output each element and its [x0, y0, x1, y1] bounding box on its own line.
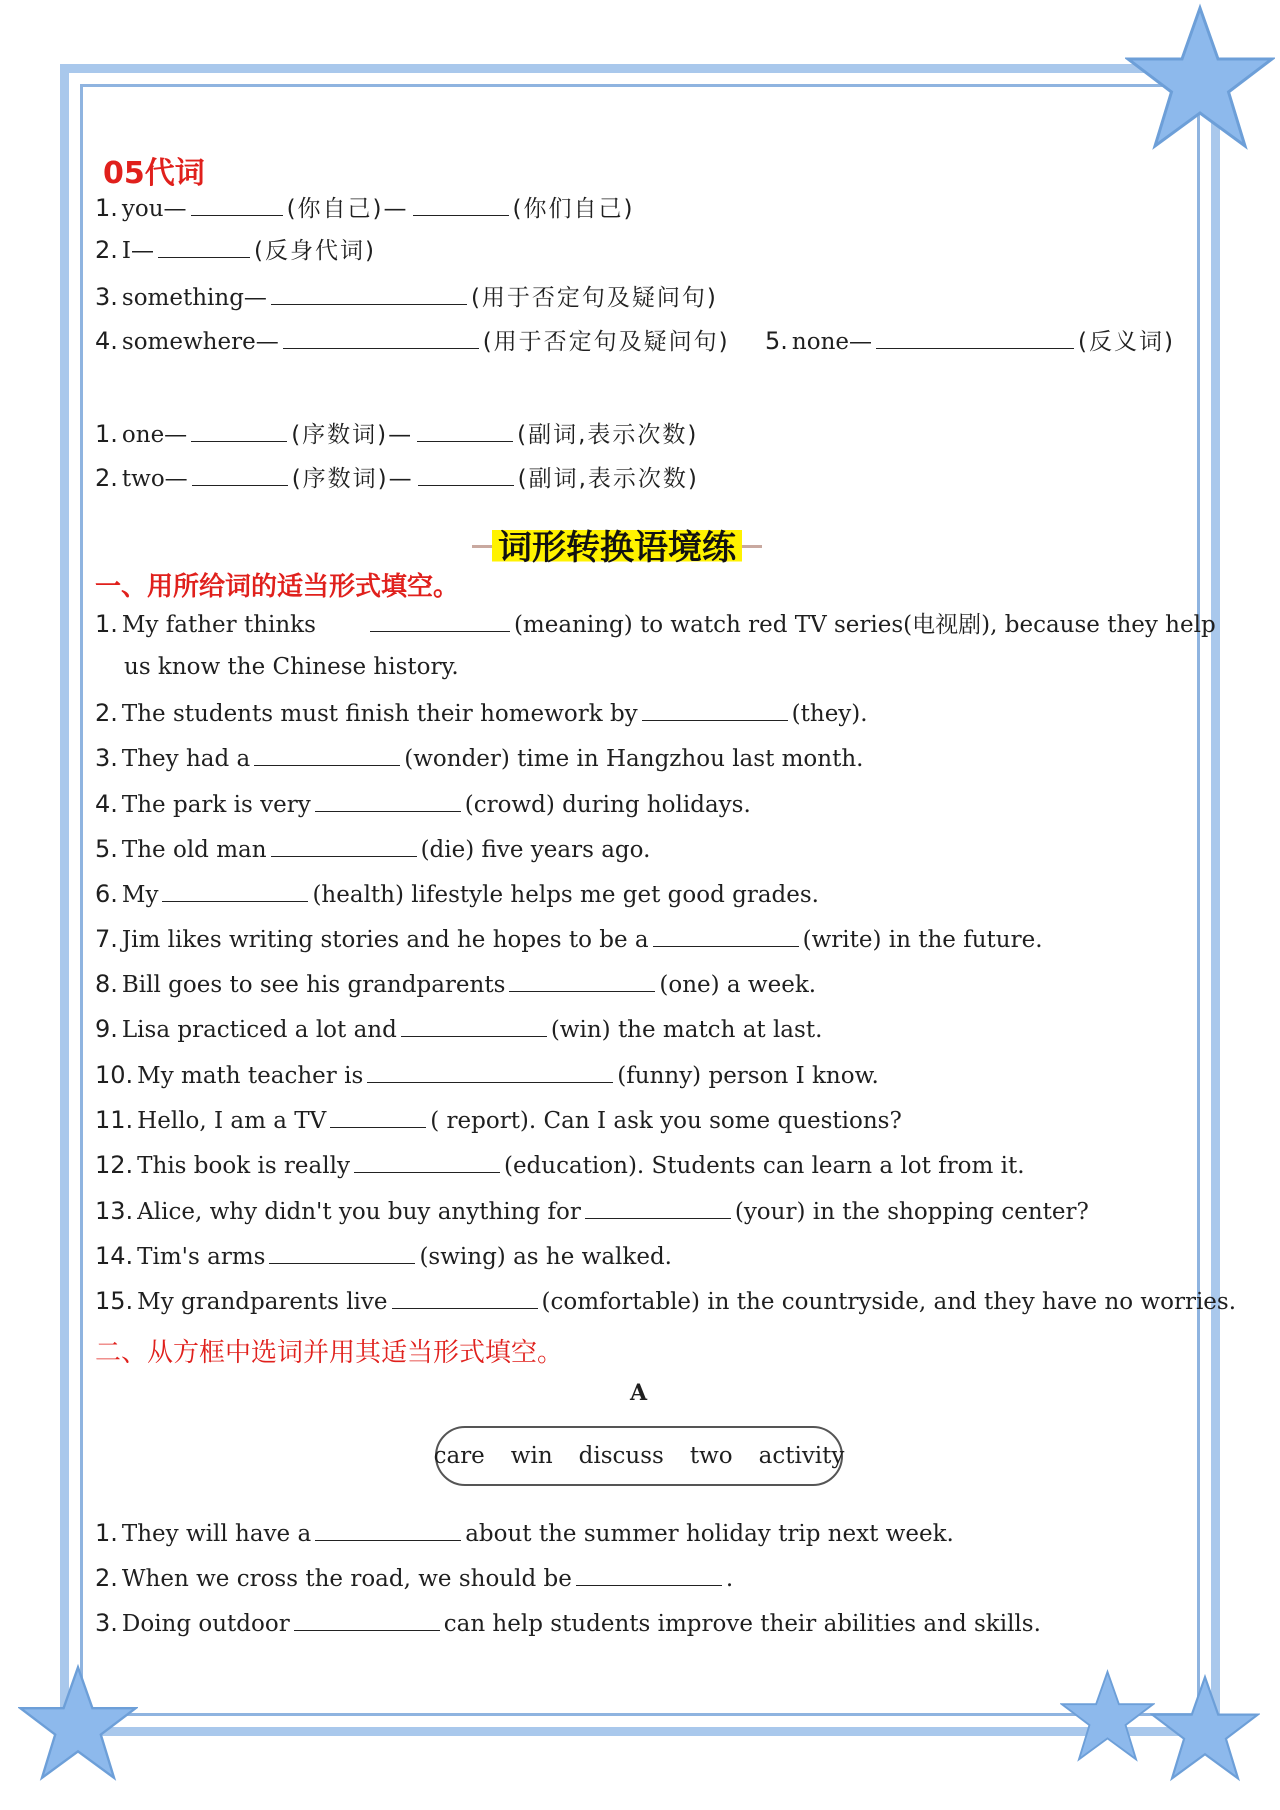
- star-icon: [1060, 1665, 1155, 1770]
- word-option: care: [433, 1443, 485, 1469]
- exercise-item: 15. My grandparents live (comfortable) in the countryside, and they have no worries.: [95, 1287, 1237, 1315]
- word-option: two: [689, 1443, 733, 1469]
- list-item: 1. one— (序数词)— (副词,表示次数): [95, 420, 699, 448]
- list-item: 2. two— (序数词)— (副词,表示次数): [95, 464, 699, 492]
- exercise-item: 5. The old man (die) five years ago.: [95, 835, 651, 863]
- list-item: 3. something— (用于否定句及疑问句): [95, 283, 718, 311]
- word-option: discuss: [578, 1443, 664, 1469]
- exercise-item: 4. The park is very (crowd) during holidays.: [95, 790, 751, 818]
- exercise-item: 6. My (health) lifestyle helps me get good grades.: [95, 880, 819, 908]
- section-heading: 一、用所给词的适当形式填空。: [95, 572, 460, 602]
- word-box: [435, 1426, 843, 1486]
- exercise-item: 1. They will have a about the summer holiday trip next week.: [95, 1519, 954, 1547]
- star-icon: [1125, 0, 1275, 160]
- exercise-item: 9. Lisa practiced a lot and (win) the match at last.: [95, 1015, 823, 1043]
- exercise-item: 11. Hello, I am a TV ( report). Can I ask you some questions?: [95, 1106, 902, 1134]
- exercise-item: 10. My math teacher is (funny) person I know.: [95, 1061, 879, 1089]
- exercise-item-continued: us know the Chinese history.: [124, 654, 459, 680]
- list-item: 5. none— (反义词): [765, 327, 1175, 355]
- exercise-item: 1. My father thinks (meaning) to watch red TV series(电视剧), because they help: [95, 610, 1216, 638]
- exercise-item: 3. Doing outdoor can help students improve their abilities and skills.: [95, 1609, 1041, 1637]
- star-icon: [18, 1660, 138, 1790]
- section-title: 词形转换语境练: [492, 520, 742, 569]
- exercise-item: 7. Jim likes writing stories and he hopes to be a (write) in the future.: [95, 925, 1043, 953]
- star-icon: [1150, 1670, 1260, 1790]
- list-item: 1. you— (你自己)— (你们自己): [95, 194, 635, 222]
- exercise-item: 2. The students must finish their homework by (they).: [95, 699, 868, 727]
- exercise-item: 13. Alice, why didn't you buy anything for (your) in the shopping center?: [95, 1197, 1089, 1225]
- exercise-item: 8. Bill goes to see his grandparents (one) a week.: [95, 970, 817, 998]
- exercise-item: 3. They had a (wonder) time in Hangzhou last month.: [95, 744, 864, 772]
- word-option: win: [510, 1443, 553, 1469]
- exercise-item: 2. When we cross the road, we should be .: [95, 1564, 734, 1592]
- page-title: 05代词: [103, 156, 205, 191]
- exercise-item: 14. Tim's arms (swing) as he walked.: [95, 1242, 672, 1270]
- section-heading: 二、从方框中选词并用其适当形式填空。: [95, 1338, 564, 1368]
- passage-label: A: [630, 1380, 648, 1406]
- exercise-item: 12. This book is really (education). Students can learn a lot from it.: [95, 1151, 1025, 1179]
- word-option: activity: [758, 1443, 845, 1469]
- list-item: 2. I— (反身代词): [95, 236, 376, 264]
- list-item: 4. somewhere— (用于否定句及疑问句): [95, 327, 730, 355]
